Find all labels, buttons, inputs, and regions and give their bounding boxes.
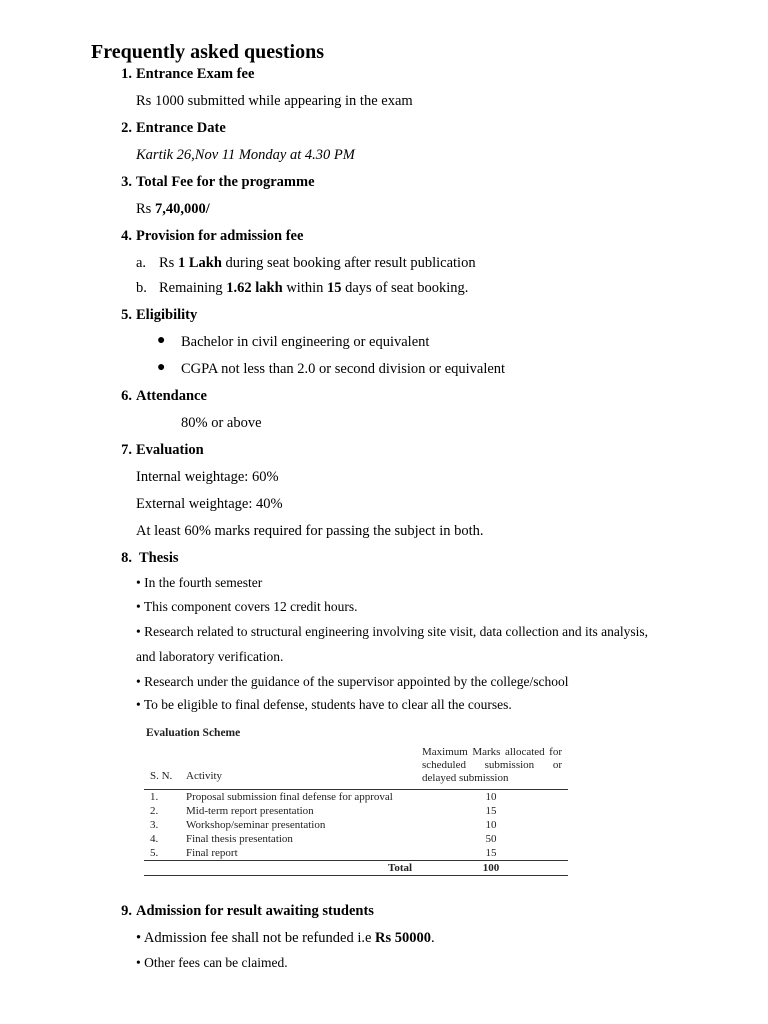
q8-number: 8. [121, 550, 132, 566]
row-sn: 3. [150, 819, 159, 831]
q9-line1-bold: Rs 50000 [375, 930, 432, 946]
row-marks: 10 [485, 791, 497, 803]
q9-heading: Admission for result awaiting students [136, 903, 374, 919]
table-header-sn: S. N. [150, 770, 173, 782]
q8-line-3: • Research related to structural engineering involving site visit, data collection and its analysis, [136, 624, 648, 639]
q8-line-5: • Research under the guidance of the supervisor appointed by the college/school [136, 674, 569, 689]
row-activity: Mid-term report presentation [186, 805, 314, 817]
q4-b-bold1: 1.62 lakh [226, 280, 283, 296]
row-sn: 2. [150, 805, 159, 817]
row-sn: 5. [150, 847, 159, 859]
q7-line-3: At least 60% marks required for passing the subject in both. [136, 523, 484, 539]
row-marks: 15 [485, 847, 497, 859]
q1-answer: Rs 1000 submitted while appearing in the exam [136, 93, 413, 109]
row-sn: 4. [150, 833, 159, 845]
q3-answer [136, 201, 210, 218]
q4-b-post: days of seat booking. [341, 280, 469, 296]
q3-number: 3. [121, 174, 132, 190]
q1-number: 1. [121, 66, 132, 82]
q4-b-text [159, 280, 468, 297]
q8-line-2: • This component covers 12 credit hours. [136, 599, 358, 614]
q8-line-1: • In the fourth semester [136, 575, 263, 590]
q5-item-1: Bachelor in civil engineering or equivalent [181, 334, 430, 350]
table-row [144, 805, 568, 819]
q5-bullet-2: ● [157, 360, 166, 375]
row-activity: Proposal submission final defense for approval [186, 791, 393, 803]
page-title: Frequently asked questions [91, 41, 325, 63]
q5-item-2: CGPA not less than 2.0 or second division or equivalent [181, 361, 506, 377]
q9-line1-pre: • Admission fee shall not be refunded i.e [136, 930, 376, 946]
q4-number: 4. [121, 228, 132, 244]
row-activity: Final report [186, 847, 238, 859]
q5-number: 5. [121, 307, 132, 323]
row-marks: 50 [485, 833, 497, 845]
q6-heading: Attendance [136, 388, 207, 404]
row-marks: 10 [485, 819, 497, 831]
q4-a-label: a. [136, 255, 147, 271]
row-activity: Final thesis presentation [186, 833, 293, 845]
table-row [144, 833, 568, 847]
table-rule-top [144, 789, 568, 790]
q8-heading: Thesis [139, 550, 179, 566]
table-row [144, 791, 568, 805]
q4-b-label: b. [136, 280, 147, 296]
q7-line-1: Internal weightage: 60% [136, 469, 279, 485]
q4-a-bold: 1 Lakh [177, 255, 222, 271]
row-marks: 15 [485, 805, 497, 817]
q4-b-pre: Remaining [159, 280, 227, 296]
q3-amount: 7,40,000/ [154, 201, 210, 217]
q9-line1-post: . [431, 930, 435, 946]
q7-number: 7. [121, 442, 132, 458]
q6-answer: 80% or above [181, 415, 262, 431]
q4-a-post: during seat booking after result publication [221, 255, 476, 271]
q4-b-mid: within [282, 280, 327, 296]
evaluation-scheme-table [144, 725, 568, 877]
table-row [144, 819, 568, 833]
q3-heading: Total Fee for the programme [136, 174, 315, 190]
q2-answer: Kartik 26,Nov 11 Monday at 4.30 PM [136, 147, 355, 163]
q7-line-2: External weightage: 40% [136, 496, 283, 512]
q4-a-text [159, 255, 476, 272]
q3-prefix: Rs [136, 201, 155, 217]
q1-heading: Entrance Exam fee [136, 66, 255, 82]
q5-heading: Eligibility [136, 307, 198, 323]
table-total-value: 100 [482, 862, 500, 874]
q8-line-4: and laboratory verification. [136, 649, 284, 664]
q9-line-1 [136, 930, 435, 947]
table-header-activity: Activity [186, 770, 223, 782]
q7-heading: Evaluation [136, 442, 204, 458]
q2-number: 2. [121, 120, 132, 136]
q4-heading: Provision for admission fee [136, 228, 304, 244]
q4-a-pre: Rs [159, 255, 178, 271]
q5-bullet-1: ● [157, 333, 166, 348]
q2-heading: Entrance Date [136, 120, 226, 136]
q6-number: 6. [121, 388, 132, 404]
table-header-marks: Maximum Marks allocated for scheduled submission or delayed submission [422, 746, 562, 784]
q4-b-bold2: 15 [327, 280, 342, 296]
table-title: Evaluation Scheme [146, 727, 241, 739]
q9-number: 9. [121, 903, 132, 919]
row-activity: Workshop/seminar presentation [186, 819, 326, 831]
q8-line-6: • To be eligible to final defense, students have to clear all the courses. [136, 697, 512, 712]
table-rule-mid [144, 860, 568, 861]
table-rule-bottom [144, 875, 568, 876]
table-row [144, 847, 568, 861]
q9-line-2: • Other fees can be claimed. [136, 955, 288, 970]
row-sn: 1. [150, 791, 159, 803]
table-total-label: Total [388, 862, 413, 874]
